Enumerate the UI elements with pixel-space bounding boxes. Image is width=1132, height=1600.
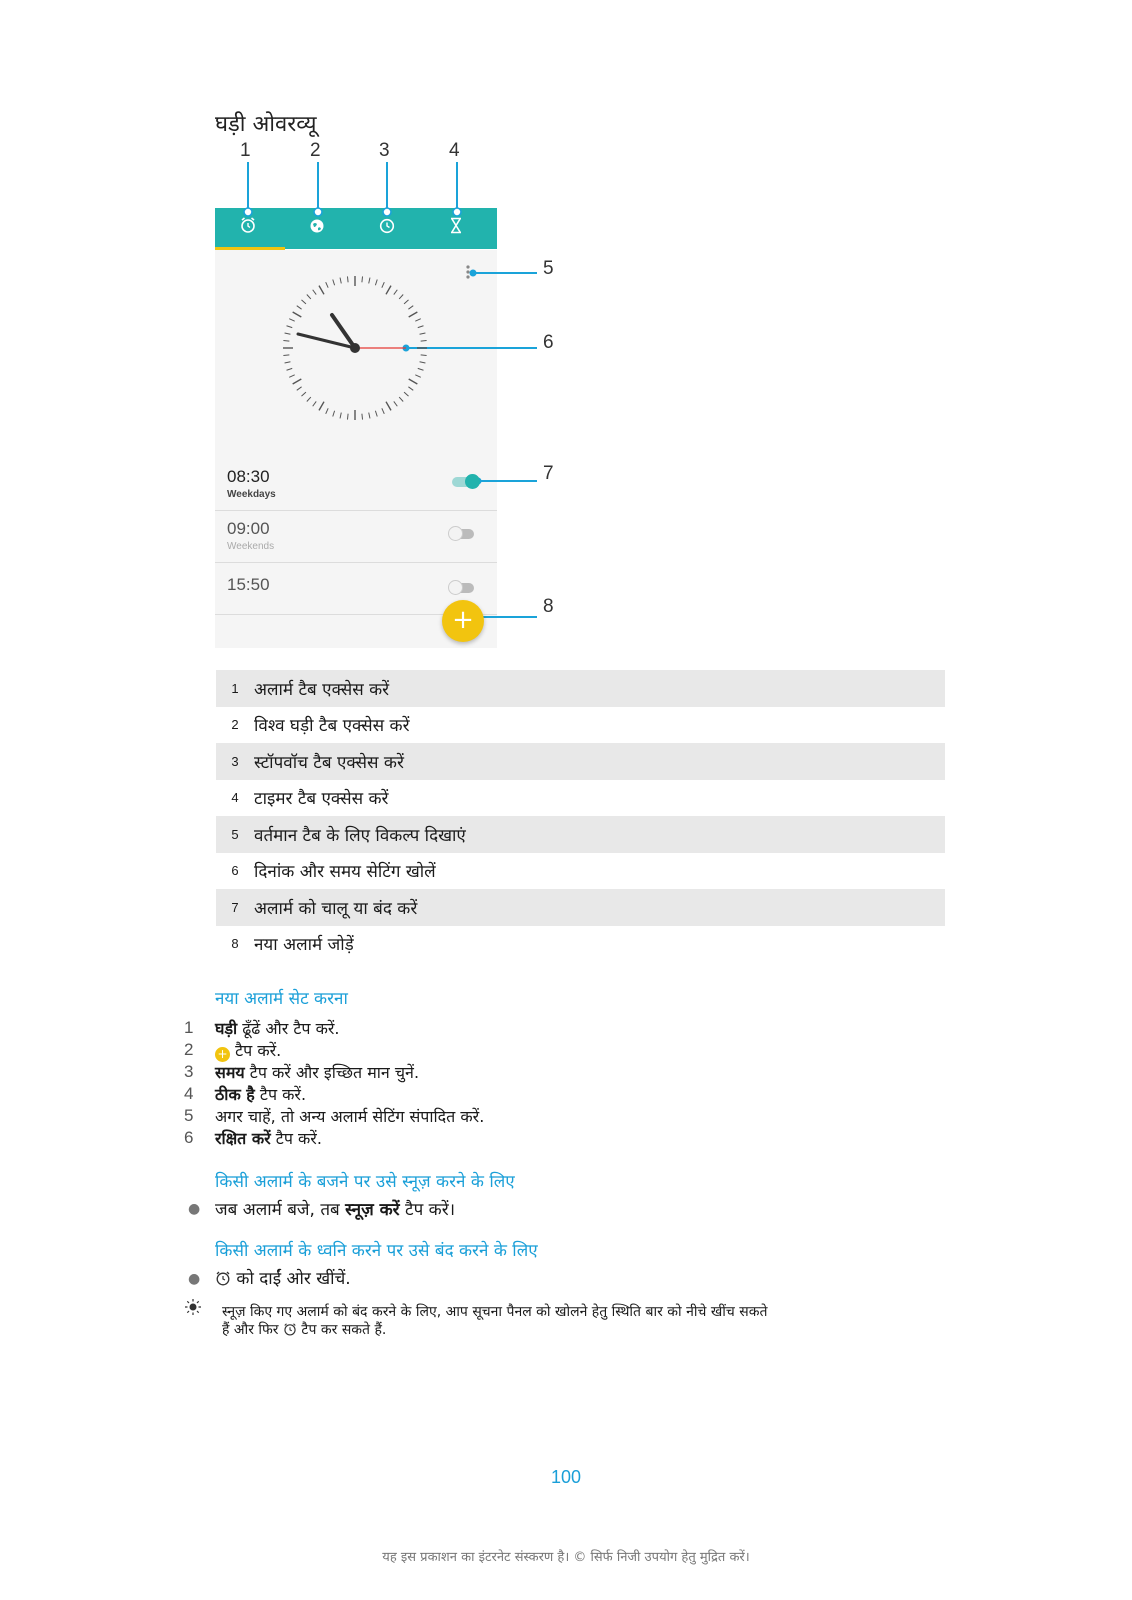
page-number: 100 <box>550 1467 582 1487</box>
clock-tick <box>293 379 302 384</box>
clock-tick <box>386 286 391 295</box>
clock-tick <box>313 401 317 406</box>
clock-tick <box>394 401 398 406</box>
legend-text: विश्व घड़ी टैब एक्सेस करें <box>254 716 410 737</box>
legend-number: 7 <box>231 899 239 915</box>
clock-tick <box>375 411 377 417</box>
clock-tick <box>319 402 324 411</box>
clock-tick <box>386 402 391 411</box>
add-icon: + <box>215 1047 230 1062</box>
clock-tick <box>285 362 291 363</box>
section-heading: किसी अलार्म के ध्वनि करने पर उसे बंद करने के लिए <box>215 1241 538 1261</box>
clock-tick <box>307 294 311 298</box>
overflow-menu-icon[interactable] <box>465 264 471 280</box>
callout-number-1: 1 <box>240 140 251 161</box>
clock-tick <box>293 312 302 317</box>
clock-tick <box>404 300 408 304</box>
callout-number-3: 3 <box>379 140 390 161</box>
legend-text: दिनांक और समय सेटिंग खोलें <box>254 862 436 883</box>
clock-tick <box>375 280 377 286</box>
alarm-icon <box>215 1270 231 1286</box>
callout-number-4: 4 <box>449 140 460 161</box>
callout-number-8: 8 <box>543 596 554 617</box>
clock-tick <box>408 306 413 310</box>
legend-row <box>216 889 945 926</box>
legend-row <box>216 670 945 707</box>
add-alarm-button[interactable]: + <box>442 600 484 642</box>
tip-line-2 <box>222 1321 942 1339</box>
alarm-time: 15:50 <box>227 575 270 594</box>
legend-text: अलार्म टैब एक्सेस करें <box>254 679 390 700</box>
legend-text: वर्तमान टैब के लिए विकल्प दिखाएं <box>254 825 466 846</box>
clock-tick <box>285 333 291 334</box>
clock-tick <box>297 306 302 310</box>
clock-tick <box>362 276 363 282</box>
step-number: 1 <box>184 1018 194 1037</box>
step-text <box>215 1062 419 1084</box>
clock-tick <box>289 319 294 321</box>
step-text <box>215 1018 340 1040</box>
callout-number-7: 7 <box>543 463 554 484</box>
alarm-row[interactable] <box>215 459 497 511</box>
clock-tick <box>319 286 324 295</box>
clock-tick <box>297 387 302 391</box>
step-rest: टैप करें. <box>254 1085 307 1104</box>
clock-tick <box>301 300 305 304</box>
step-number: 2 <box>184 1040 194 1059</box>
bullet-bold: स्नूज़ करें <box>345 1200 400 1220</box>
step-rest: टैप करें और इच्छित मान चुनें. <box>244 1063 420 1082</box>
alarm-toggle-knob <box>448 580 463 595</box>
tip-text <box>222 1303 942 1339</box>
step-number: 6 <box>184 1128 194 1147</box>
clock-tick <box>382 408 384 413</box>
step-text <box>215 1128 322 1150</box>
section-heading: किसी अलार्म के बजने पर उसे स्नूज़ करने के लिए <box>215 1172 515 1192</box>
tip-lightbulb-icon <box>184 1298 202 1316</box>
legend-text: टाइमर टैब एक्सेस करें <box>254 789 389 810</box>
step-rest: टैप करें. <box>230 1041 282 1060</box>
step-rest: ढूँढें और टैप करें. <box>237 1019 340 1038</box>
bullet-text <box>215 1268 351 1290</box>
legend-table <box>216 670 945 962</box>
alarm-time: 09:00 <box>227 519 270 538</box>
clock-tick <box>421 340 427 341</box>
alarm-days: Weekends <box>227 541 275 552</box>
clock-tick <box>418 368 424 370</box>
legend-number: 3 <box>231 753 239 769</box>
bullet-post: टैप करें। <box>399 1200 456 1220</box>
alarm-time: 08:30 <box>227 467 270 486</box>
clock-tick <box>287 326 293 328</box>
legend-row <box>216 780 945 817</box>
legend-row <box>216 816 945 853</box>
clock-tick <box>369 278 370 284</box>
step-number: 5 <box>184 1106 194 1125</box>
clock-tick <box>420 362 426 363</box>
clock-tick <box>347 276 348 282</box>
legend-number: 8 <box>231 936 239 952</box>
bullet-rest: को दाईं ओर खींचें. <box>231 1269 351 1289</box>
alarm-row[interactable] <box>215 511 497 563</box>
section-heading: नया अलार्म सेट करना <box>215 989 348 1009</box>
legend-row <box>216 707 945 744</box>
clock-tick <box>326 408 328 413</box>
bullet-text <box>215 1199 455 1221</box>
step-rest: अगर चाहें, तो अन्य अलार्म सेटिंग संपादित करें. <box>215 1107 485 1126</box>
clock-tick <box>283 355 289 356</box>
clock-tick <box>283 340 289 341</box>
clock-tick <box>415 375 420 377</box>
step-text <box>215 1040 281 1062</box>
clock-tick <box>347 414 348 420</box>
clock-tick <box>409 379 418 384</box>
clock-tick <box>399 397 403 401</box>
clock-tick <box>333 280 335 286</box>
clock-tick <box>301 392 305 396</box>
clock-tick <box>289 375 294 377</box>
page-title: घड़ी ओवरव्यू <box>215 112 317 137</box>
step-text <box>215 1106 484 1128</box>
clock-tick <box>362 414 363 420</box>
clock-tick <box>408 387 413 391</box>
bullet-pre: जब अलार्म बजे, तब <box>215 1200 346 1220</box>
step-bold: घड़ी <box>215 1019 238 1038</box>
clock-tick <box>421 355 427 356</box>
legend-row <box>216 926 945 963</box>
clock-tick <box>394 290 398 295</box>
clock-tick <box>404 392 408 396</box>
step-bold: ठीक है <box>215 1085 255 1104</box>
clock-tick <box>287 368 293 370</box>
footer-note: यह इस प्रकाशन का इंटरनेट संस्करण है। © सिर्फ निजी उपयोग हेतु मुद्रित करें। <box>382 1550 750 1565</box>
bullet-dot: ● <box>188 1271 201 1287</box>
analog-clock[interactable] <box>280 273 430 423</box>
callout-number-6: 6 <box>543 332 554 353</box>
legend-number: 5 <box>231 826 239 842</box>
legend-number: 4 <box>231 790 239 806</box>
alarm-toggle-knob <box>465 474 480 489</box>
clock-tick <box>307 397 311 401</box>
step-rest: टैप करें. <box>270 1129 322 1148</box>
alarm-icon <box>283 1322 297 1336</box>
callout-lines <box>0 0 1132 660</box>
clock-tick <box>399 294 403 298</box>
bullet-dot: ● <box>188 1201 201 1217</box>
alarm-days: Weekdays <box>227 489 276 500</box>
clock-tick <box>326 282 328 287</box>
legend-row <box>216 743 945 780</box>
callout-number-2: 2 <box>310 140 321 161</box>
clock-tick <box>313 290 317 295</box>
clock-tick <box>418 326 424 328</box>
legend-number: 1 <box>231 680 239 696</box>
tip-line-2-pre: हैं और फिर <box>222 1322 283 1338</box>
legend-row <box>216 853 945 890</box>
clock-tick <box>415 319 420 321</box>
callout-number-5: 5 <box>543 258 554 279</box>
step-number: 3 <box>184 1062 194 1081</box>
tip-line-2-post: टैप कर सकते हैं. <box>296 1322 387 1338</box>
tip-line-1: स्नूज़ किए गए अलार्म को बंद करने के लिए, आप सूचना पैनल को खोलने हेतु स्थिति बार को नीचे खींच सकते <box>222 1304 768 1320</box>
clock-tick <box>340 278 341 284</box>
legend-text: स्टॉपवॉच टैब एक्सेस करें <box>254 752 404 773</box>
step-text <box>215 1084 306 1106</box>
clock-tick <box>420 333 426 334</box>
step-bold: समय <box>215 1063 245 1082</box>
step-number: 4 <box>184 1084 194 1103</box>
legend-text: नया अलार्म जोड़ें <box>254 935 354 956</box>
alarm-toggle-knob <box>448 526 463 541</box>
legend-number: 2 <box>231 717 239 733</box>
step-bold: रक्षित करें <box>215 1129 271 1148</box>
clock-tick <box>409 312 418 317</box>
clock-tick <box>369 413 370 419</box>
clock-tick <box>340 413 341 419</box>
clock-tick <box>382 282 384 287</box>
legend-text: अलार्म को चालू या बंद करें <box>254 898 418 919</box>
clock-tick <box>333 411 335 417</box>
legend-number: 6 <box>231 863 239 879</box>
